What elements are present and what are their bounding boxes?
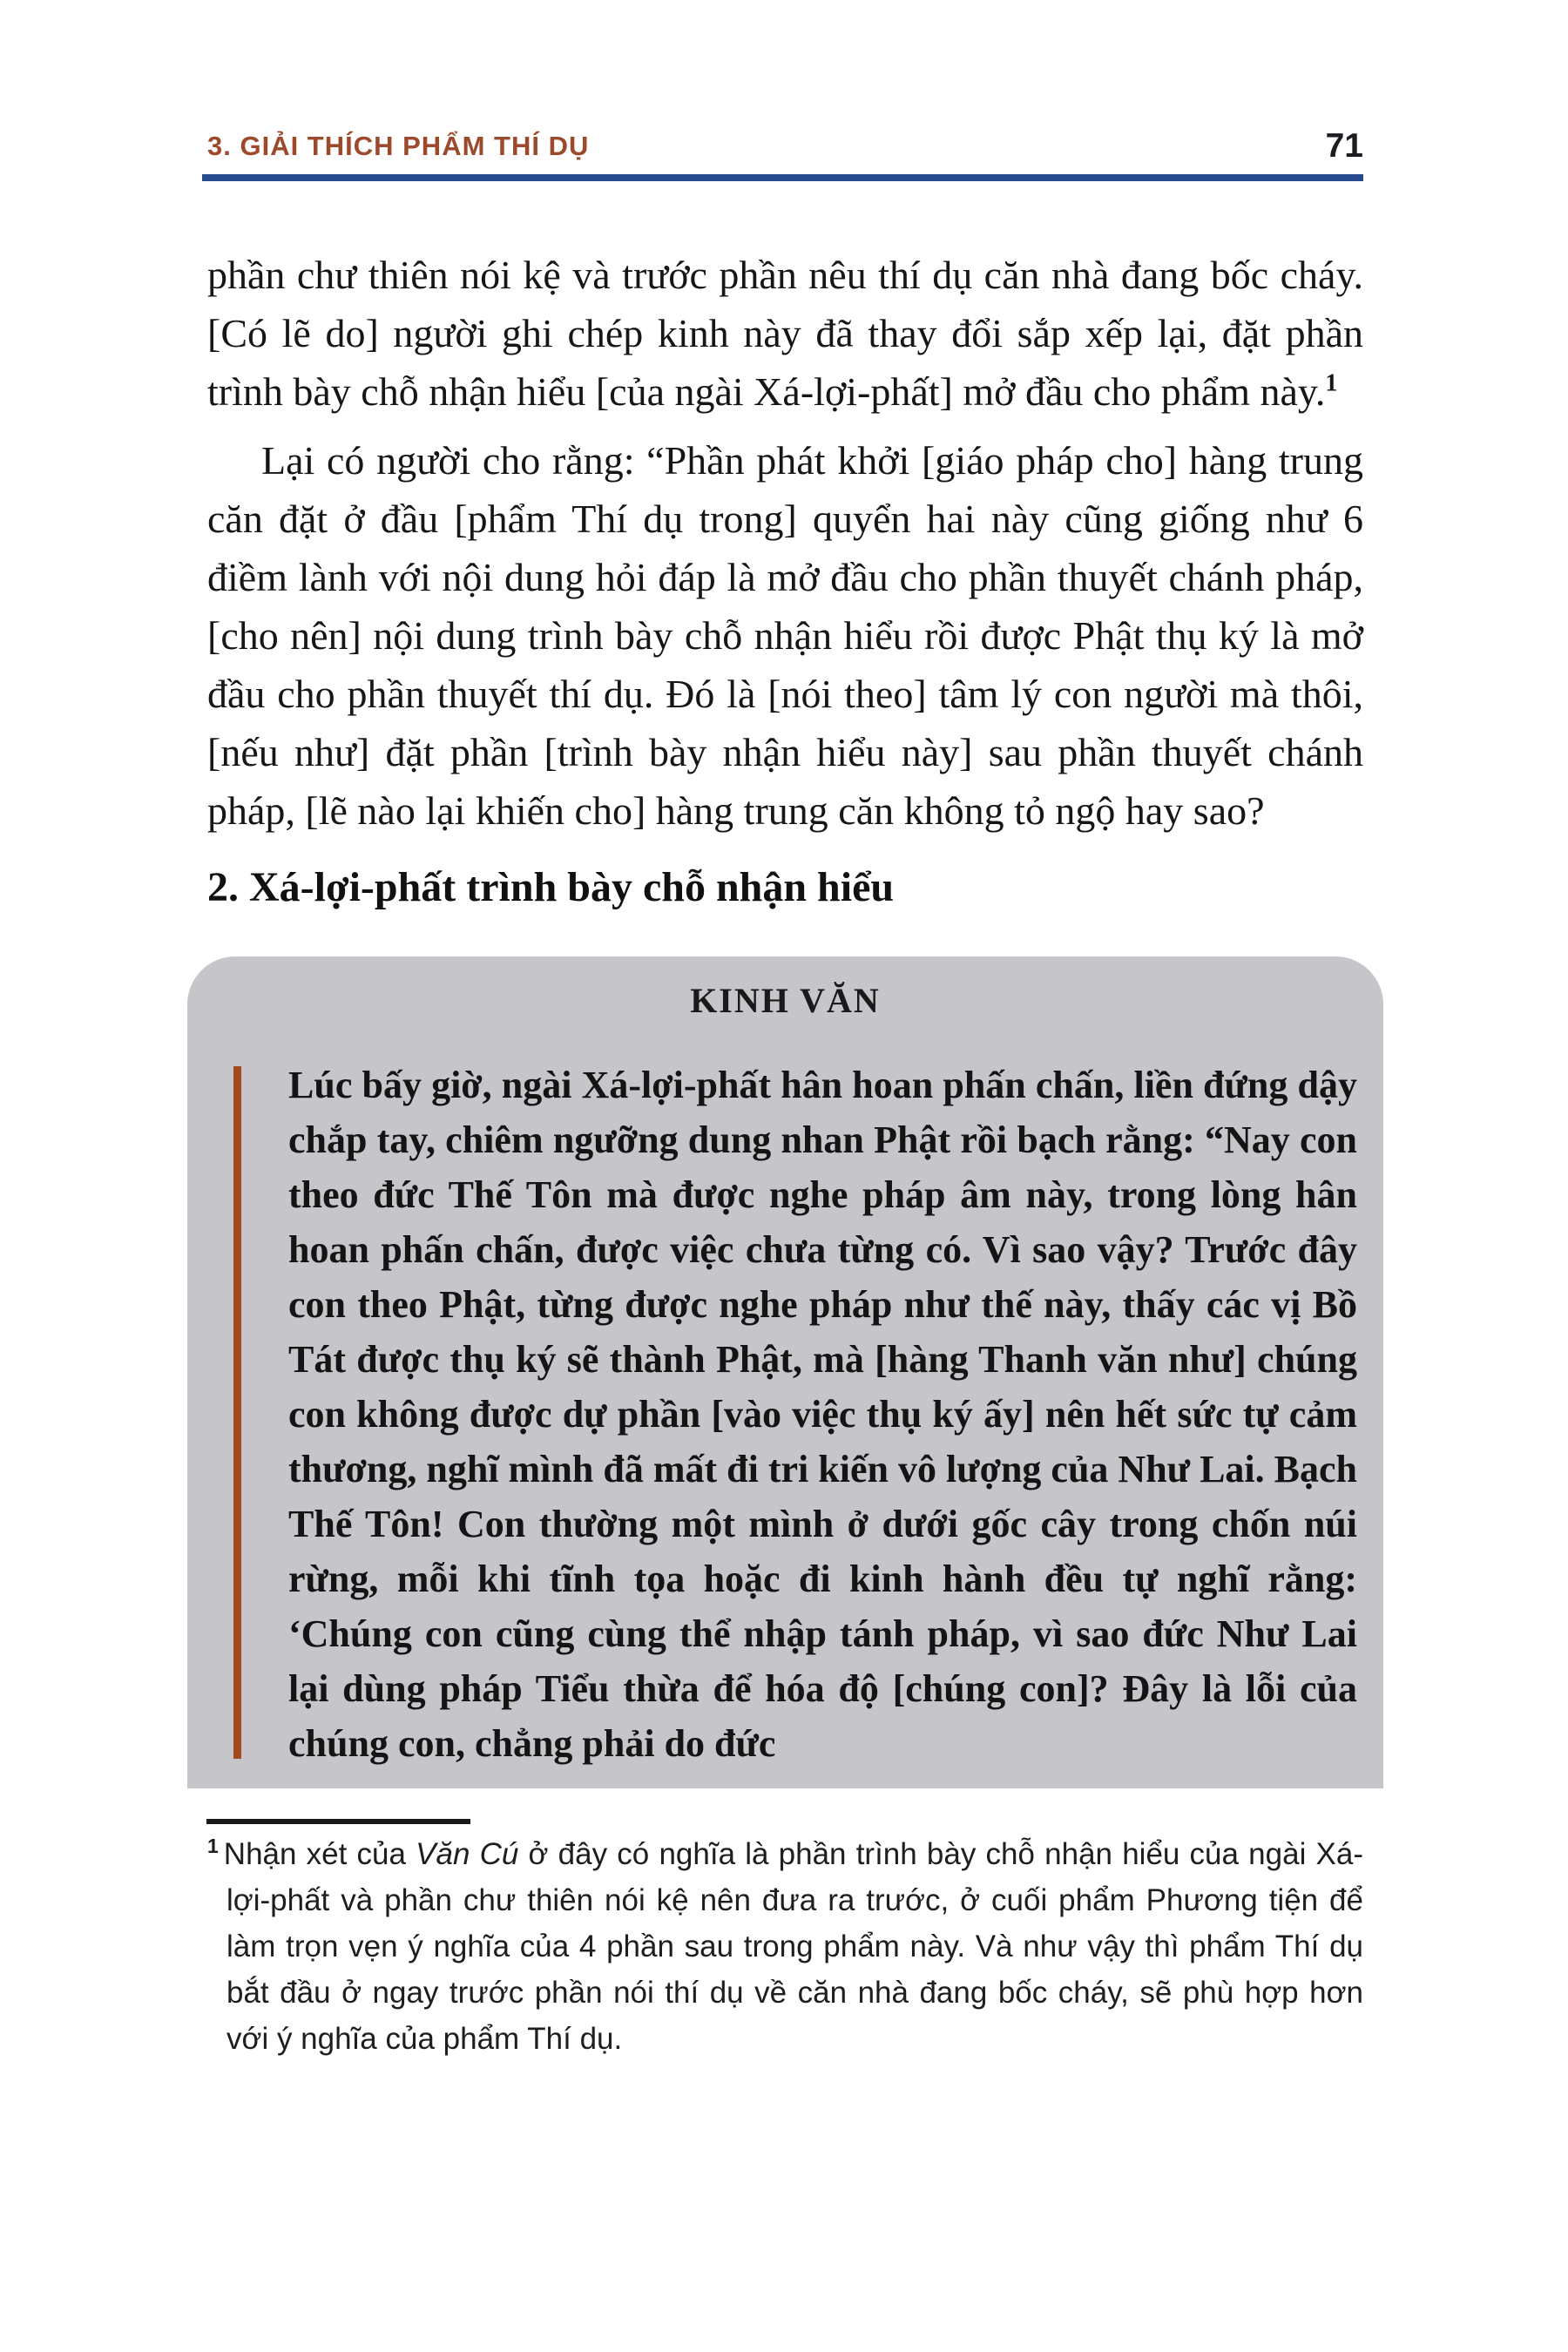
- body-paragraph-1: [207, 246, 1363, 421]
- sutra-text-box: [187, 956, 1383, 1788]
- sutra-quote-text: Lúc bấy giờ, ngài Xá-lợi-phất hân hoan phấn chấn, liền đứng dậy chắp tay, chiêm ngưỡng dung nhan Phật rồi bạch rằng: “Nay con theo đức Thế Tôn mà được nghe pháp âm này, trong lòng hân hoan phấn chấn, được việc chưa từng có. Vì sao vậy? Trước đây con theo Phật, từng được nghe pháp như thế này, thấy các vị Bồ Tát được thụ ký sẽ thành Phật, mà [hàng Thanh văn như] chúng con không được dự phần [vào việc thụ ký ấy] nên hết sức tự cảm thương, nghĩ mình đã mất đi tri kiến vô lượng của Như Lai. Bạch Thế Tôn! Con thường một mình ở dưới gốc cây trong chốn núi rừng, mỗi khi tĩnh tọa hoặc đi kinh hành đều tự nghĩ rằng: ‘Chúng con cũng cùng thể nhập tánh pháp, vì sao đức Như Lai lại dùng pháp Tiểu thừa để hóa độ [chúng con]? Đây là lỗi của chúng con, chẳng phải do đức: [288, 1064, 1357, 1765]
- footnote-cited-title: Văn Cú: [416, 1837, 519, 1871]
- page-number: 71: [1325, 127, 1363, 165]
- footnote-text-part1: Nhận xét của: [223, 1837, 416, 1871]
- running-head: 3. GIẢI THÍCH PHẨM THÍ DỤ: [207, 131, 590, 161]
- header-rule: [202, 174, 1363, 181]
- sutra-box-content: [187, 1058, 1383, 1771]
- page-header: [207, 129, 1363, 164]
- footnote: [207, 1831, 1363, 2062]
- body-paragraph-2: Lại có người cho rằng: “Phần phát khởi [giáo pháp cho] hàng trung căn đặt ở đầu [phẩm Thí dụ trong] quyển hai này cũng giống như 6 điềm lành với nội dung hỏi đáp là mở đầu cho phần thuyết chánh pháp, [cho nên] nội dung trình bày chỗ nhận hiểu rồi được Phật thụ ký là mở đầu cho phần thuyết thí dụ. Đó là [nói theo] tâm lý con người mà thôi, [nếu như] đặt phần [trình bày nhận hiểu này] sau phần thuyết chánh pháp, [lẽ nào lại khiến cho] hàng trung căn không tỏ ngộ hay sao?: [207, 438, 1363, 833]
- paragraph-text: phần chư thiên nói kệ và trước phần nêu thí dụ căn nhà đang bốc cháy. [Có lẽ do] người ghi chép kinh này đã thay đổi sắp xếp lại, đặt phần trình bày chỗ nhận hiểu [của ngài Xá-lợi-phất] mở đầu cho phẩm này.: [207, 253, 1363, 414]
- footnote-separator-rule: [206, 1819, 470, 1824]
- footnote-text-part2: ở đây có nghĩa là phần trình bày chỗ nhận hiểu của ngài Xá-lợi-phất và phần chư thiên nói kệ nên đưa ra trước, ở cuối phẩm Phương tiện để làm trọn vẹn ý nghĩa của 4 phần sau trong phẩm này. Và như vậy thì phẩm Thí dụ bắt đầu ở ngay trước phần nói thí dụ về căn nhà đang bốc cháy, sẽ phù hợp hơn với ý nghĩa của phẩm Thí dụ.: [226, 1837, 1363, 2056]
- section-heading: 2. Xá-lợi-phất trình bày chỗ nhận hiểu: [207, 864, 895, 910]
- footnote-marker: 1: [207, 1835, 219, 1858]
- accent-bar: [233, 1066, 241, 1759]
- footnote-reference: 1: [1325, 369, 1338, 397]
- sutra-box-title: KINH VĂN: [690, 981, 881, 1020]
